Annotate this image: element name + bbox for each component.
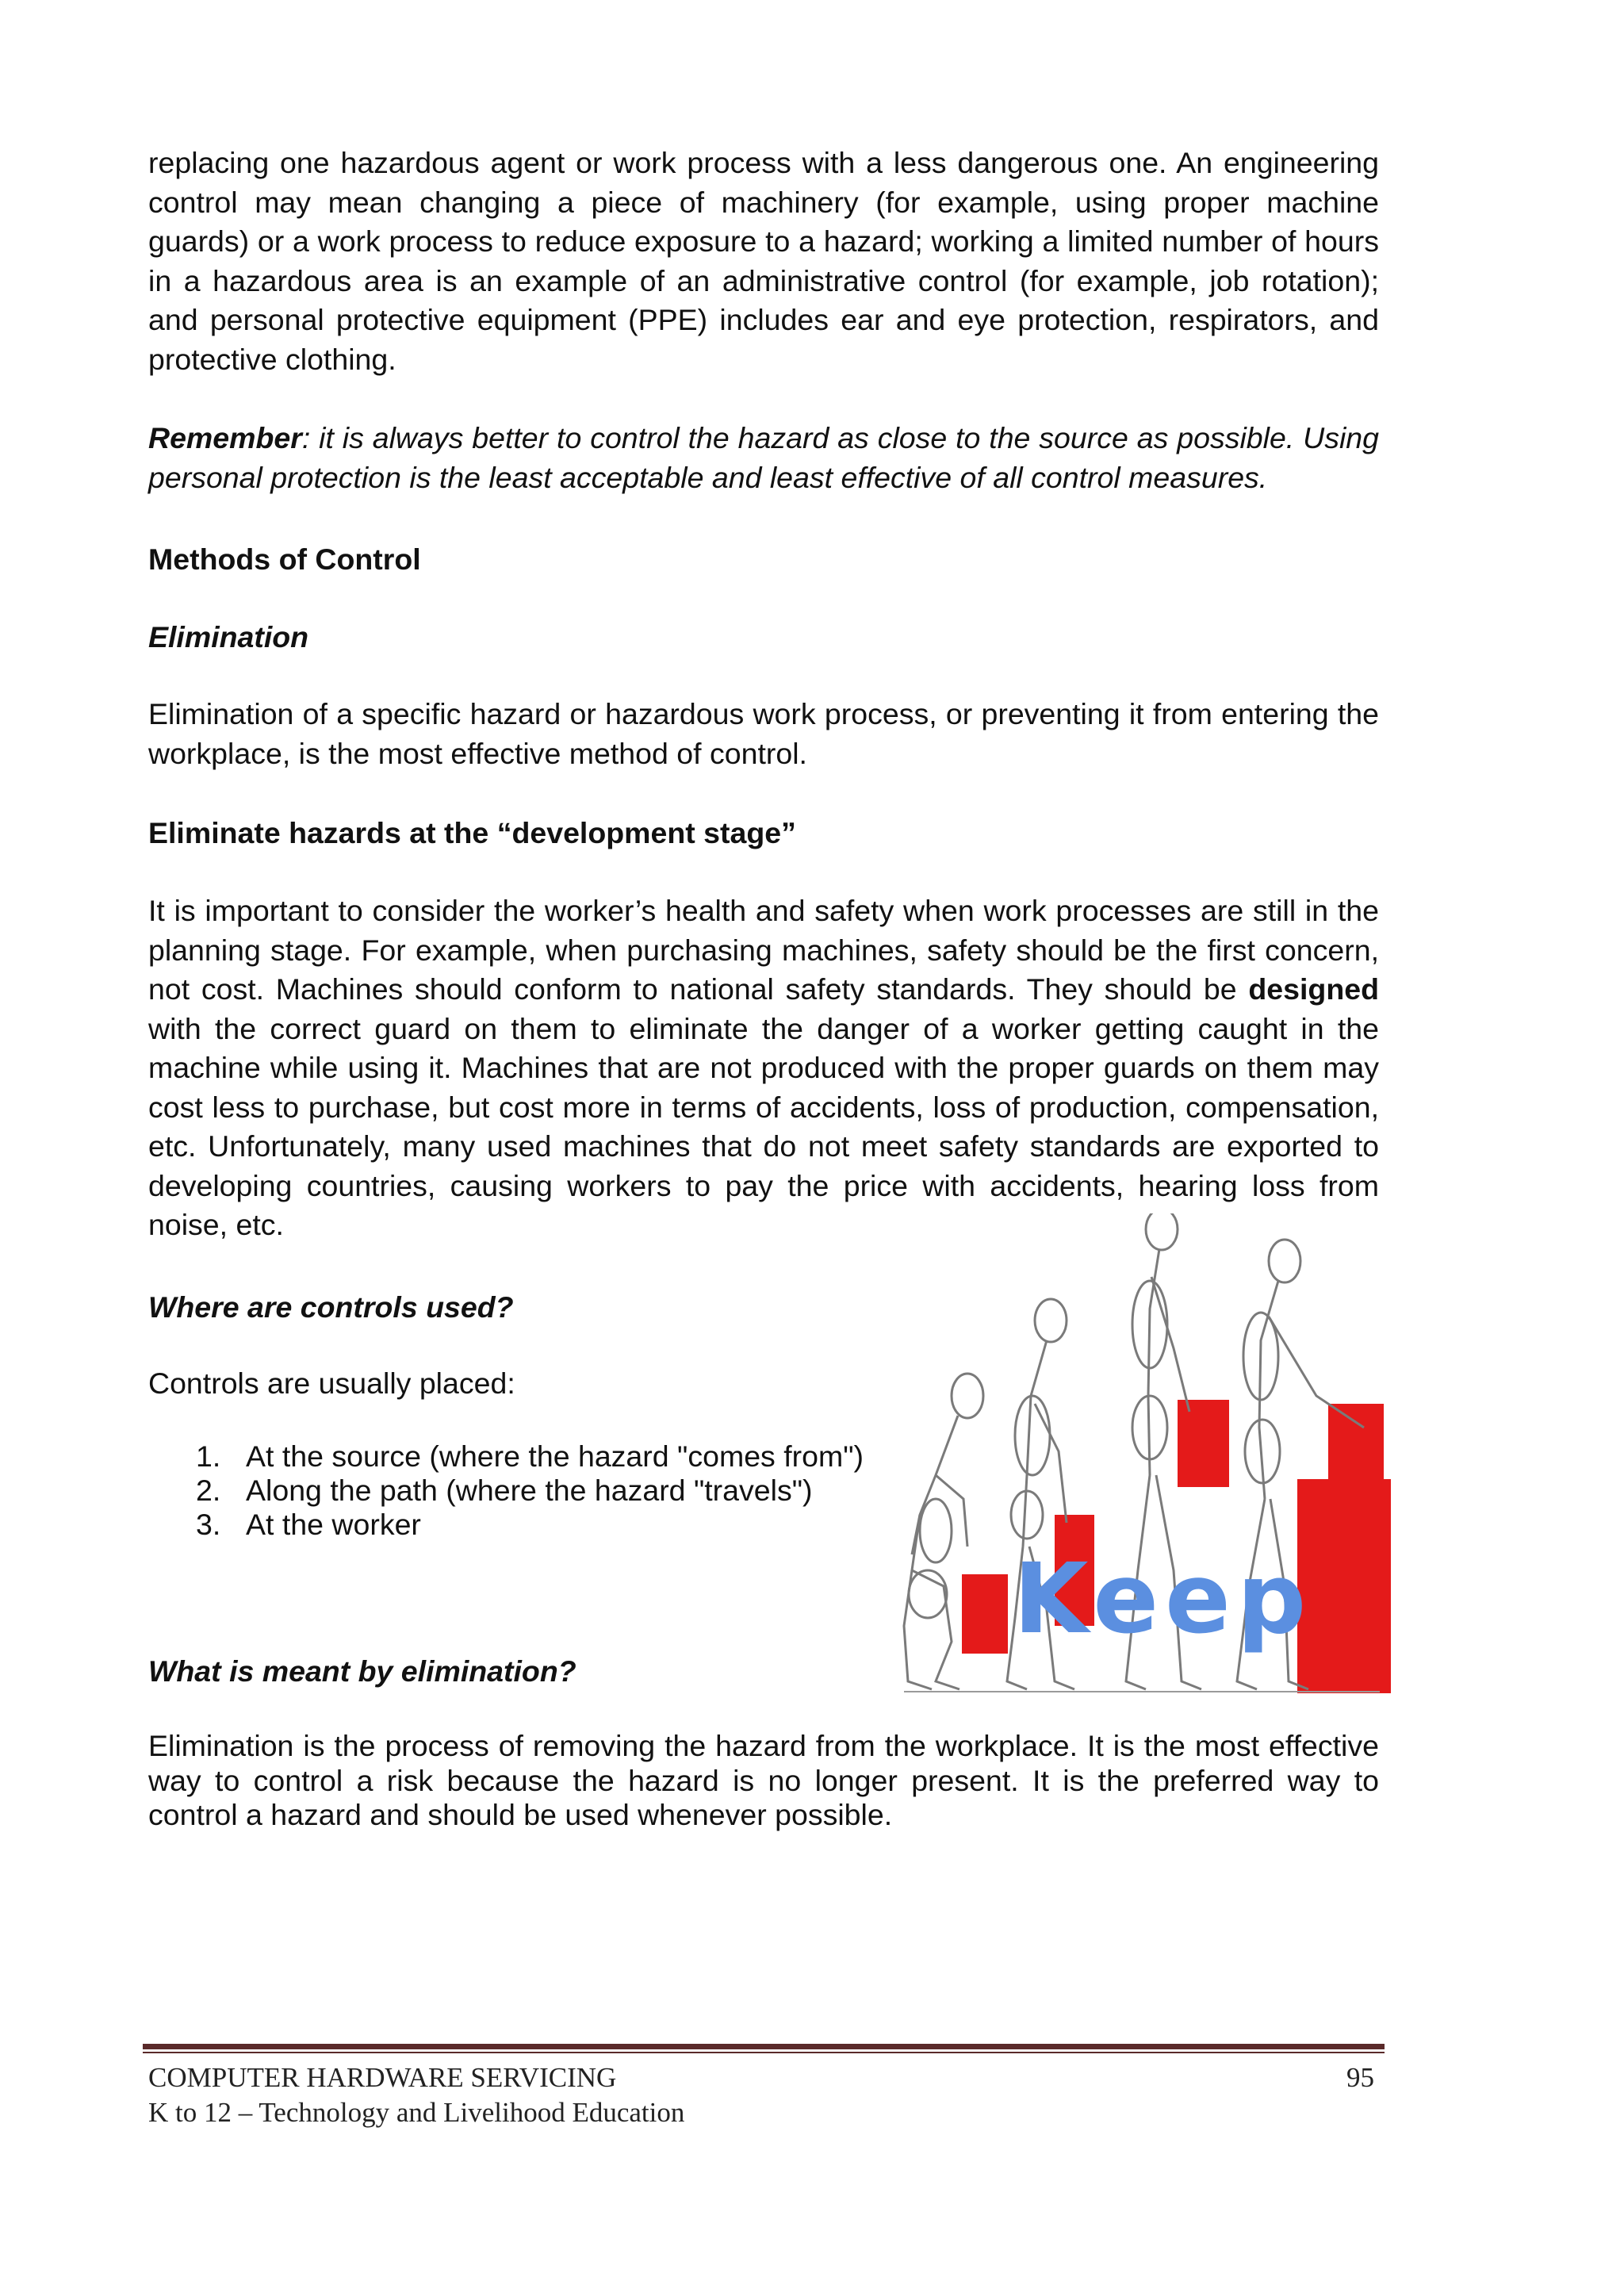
development-text-end: with the correct guard on them to eliminate the danger of a worker getting caught in the machine while using it. Machines that are not produced with the proper guards on them may cost less to purchase, but cost more in terms of accidents, loss of production, compensation, etc. Unfortunately, many used machines that do not meet safety standards are exported to developing countries, causing workers to pay the price with accidents, hearing loss from noise, etc. [148,1011,1379,1241]
heading-where-controls-used: Where are controls used? [148,1290,514,1324]
heading-elimination: Elimination [148,620,309,654]
list-number: 3. [196,1508,221,1541]
remember-note [148,419,1379,497]
footer-page-number: 95 [1346,2062,1374,2093]
list-item [148,1439,878,1474]
paragraph-development-stage [148,891,1379,1245]
paragraph-elimination: Elimination of a specific hazard or hazardous work process, or preventing it from entering the workplace, is the most effective method of control. [148,697,1379,770]
controls-intro: Controls are usually placed: [148,1366,515,1400]
list-text: At the worker [246,1508,421,1541]
footer-subtitle: K to 12 – Technology and Livelihood Education [148,2097,685,2128]
development-text-bold: designed [1248,972,1379,1006]
footer-title: COMPUTER HARDWARE SERVICING [148,2062,617,2093]
remember-text: : it is always better to control the hazard as close to the source as possible. Using personal protection is the least acceptable and least effective of all control measures. [148,421,1379,494]
list-number: 2. [196,1474,221,1507]
list-text: At the source (where the hazard "comes from") [246,1439,864,1473]
heading-what-is-elimination: What is meant by elimination? [148,1654,576,1688]
footer-rule [143,2044,1385,2049]
list-item [148,1508,878,1542]
list-number: 1. [196,1439,221,1473]
remember-label: Remember [148,421,302,454]
footer-rule-thin [143,2052,1385,2053]
lifting-posture-illustration [888,1213,1396,1696]
list-text: Along the path (where the hazard "travels") [246,1474,813,1507]
controls-list [148,1439,878,1542]
heading-methods-of-control: Methods of Control [148,542,421,576]
paragraph-what-is-elimination: Elimination is the process of removing the hazard from the workplace. It is the most effective way to control a risk because the hazard is no longer present. It is the preferred way to control a hazard and should be used whenever possible. [148,1729,1379,1831]
paragraph-controls-intro: replacing one hazardous agent or work process with a less dangerous one. An engineering control may mean changing a piece of machinery (for example, using proper machine guards) or a work process to reduce exposure to a hazard; working a limited number of hours in a hazardous area is an example of an administrative control (for example, job rotation); and personal protective equipment (PPE) includes ear and eye protection, respirators, and protective clothing. [148,146,1379,376]
heading-development-stage: Eliminate hazards at the “development stage” [148,816,796,849]
list-item [148,1474,878,1508]
keep-watermark: Keep [1013,1543,1313,1655]
development-text-start: It is important to consider the worker’s health and safety when work processes are still in the planning stage. For example, when purchasing machines, safety should be the first concern, not cost. Machines should conform to national safety standards. They should be [148,894,1379,1006]
